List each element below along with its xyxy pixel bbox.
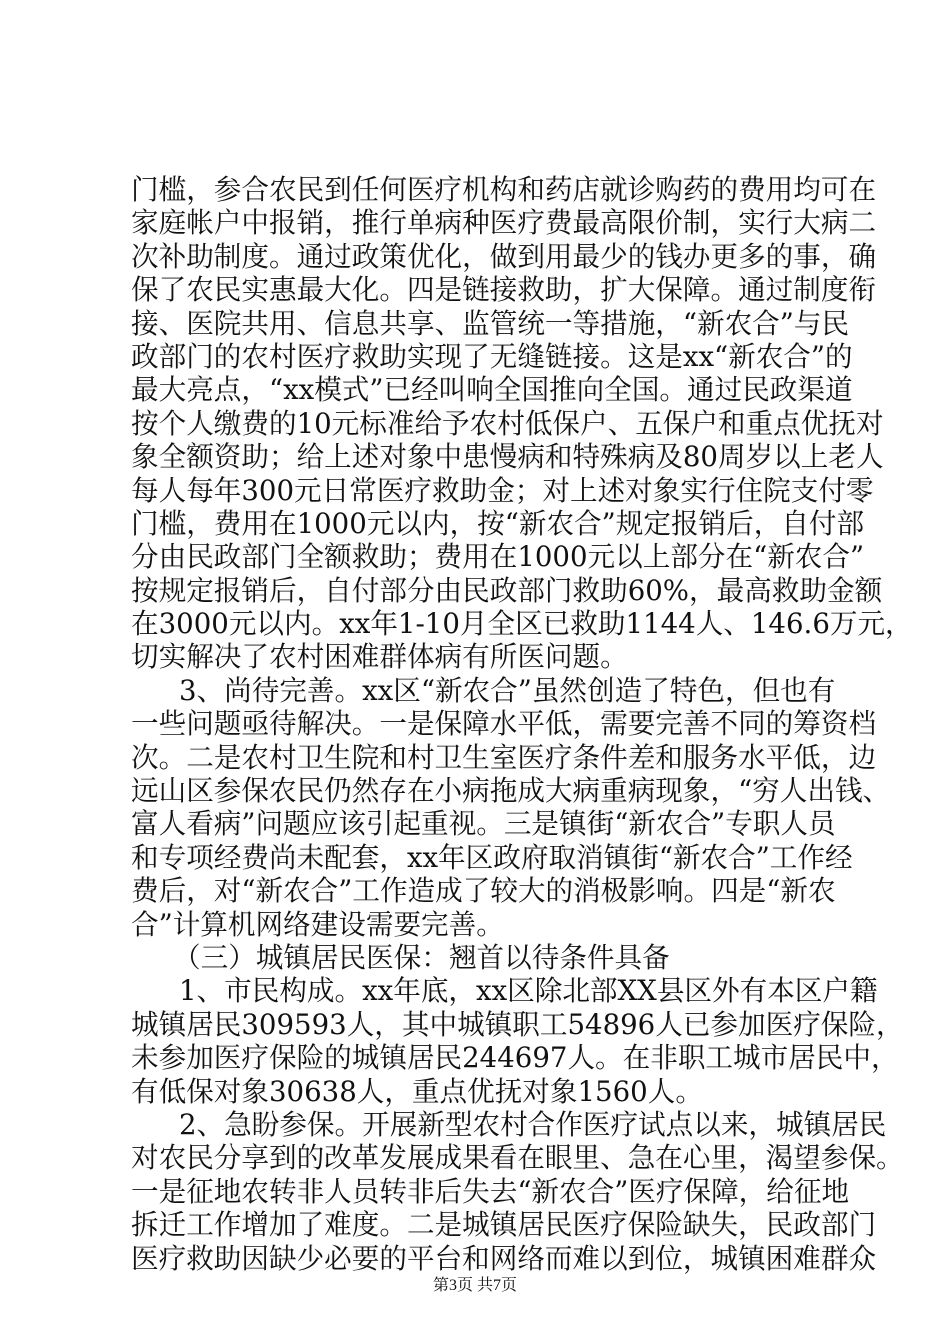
text-line: 合”计算机网络建设需要完善。 [131, 907, 504, 941]
text-line: 远山区参保农民仍然存在小病拖成大病重病现象，“穷人出钱、 [131, 774, 891, 808]
text-line: 每人每年300元日常医疗救助金；对上述对象实行住院支付零 [131, 473, 874, 507]
text-line: 政部门的农村医疗救助实现了无缝链接。这是xx“新农合”的 [131, 339, 853, 373]
text-line: 分由民政部门全额救助；费用在1000元以上部分在“新农合” [131, 540, 865, 574]
text-line: 医疗救助因缺少必要的平台和网络而难以到位，城镇困难群众 [131, 1241, 877, 1275]
text-line: 象全额资助；给上述对象中患慢病和特殊病及80周岁以上老人 [131, 440, 884, 474]
text-line: 门槛，费用在1000元以内，按“新农合”规定报销后，自付部 [131, 506, 865, 540]
text-line: 城镇居民309593人，其中城镇职工54896人已参加医疗保险， [131, 1007, 904, 1041]
text-line: （三）城镇居民医保：翘首以待条件具备 [173, 940, 670, 974]
text-line: 有低保对象30638人，重点优抚对象1560人。 [131, 1074, 703, 1108]
text-line: 1、市民构成。xx年底，xx区除北部XX县区外有本区户籍 [179, 974, 878, 1008]
text-line: 富人看病”问题应该引起重视。三是镇街“新农合”专职人员 [131, 807, 836, 841]
page-footer: 第3页 共7页 [432, 1277, 517, 1294]
text-line: 按个人缴费的10元标准给予农村低保户、五保户和重点优抚对 [131, 406, 884, 440]
text-line: 和专项经费尚未配套，xx年区政府取消镇街“新农合”工作经 [131, 840, 853, 874]
text-line: 对农民分享到的改革发展成果看在眼里、急在心里，渴望参保。 [131, 1141, 904, 1175]
text-line: 在3000元以内。xx年1-10月全区已救助1144人、146.6万元， [131, 607, 913, 641]
text-line: 次补助制度。通过政策优化，做到用最少的钱办更多的事，确 [131, 239, 877, 273]
text-line: 2、急盼参保。开展新型农村合作医疗试点以来，城镇居民 [179, 1107, 887, 1141]
text-line: 切实解决了农村困难群体病有所医问题。 [131, 640, 628, 674]
document-body [131, 173, 913, 1275]
text-line: 一些问题亟待解决。一是保障水平低，需要完善不同的筹资档 [131, 707, 877, 741]
text-line: 拆迁工作增加了难度。二是城镇居民医疗保险缺失，民政部门 [131, 1208, 877, 1242]
text-line: 3、尚待完善。xx区“新农合”虽然创造了特色，但也有 [179, 673, 836, 707]
text-line: 接、医院共用、信息共享、监管统一等措施，“新农合”与民 [131, 306, 850, 340]
text-line: 未参加医疗保险的城镇居民244697人。在非职工城市居民中， [131, 1041, 899, 1075]
text-line: 按规定报销后，自付部分由民政部门救助60%，最高救助金额 [131, 573, 883, 607]
text-line: 家庭帐户中报销，推行单病种医疗费最高限价制，实行大病二 [131, 206, 877, 240]
text-line: 最大亮点，“xx模式”已经叫响全国推向全国。通过民政渠道 [131, 373, 853, 407]
text-line: 次。二是农村卫生院和村卫生室医疗条件差和服务水平低，边 [131, 740, 877, 774]
text-line: 门槛，参合农民到任何医疗机构和药店就诊购药的费用均可在 [131, 173, 877, 206]
text-line: 一是征地农转非人员转非后失去“新农合”医疗保障，给征地 [131, 1174, 850, 1208]
text-line: 保了农民实惠最大化。四是链接救助，扩大保障。通过制度衔 [131, 273, 877, 307]
text-line: 费后，对“新农合”工作造成了较大的消极影响。四是“新农 [131, 874, 836, 908]
